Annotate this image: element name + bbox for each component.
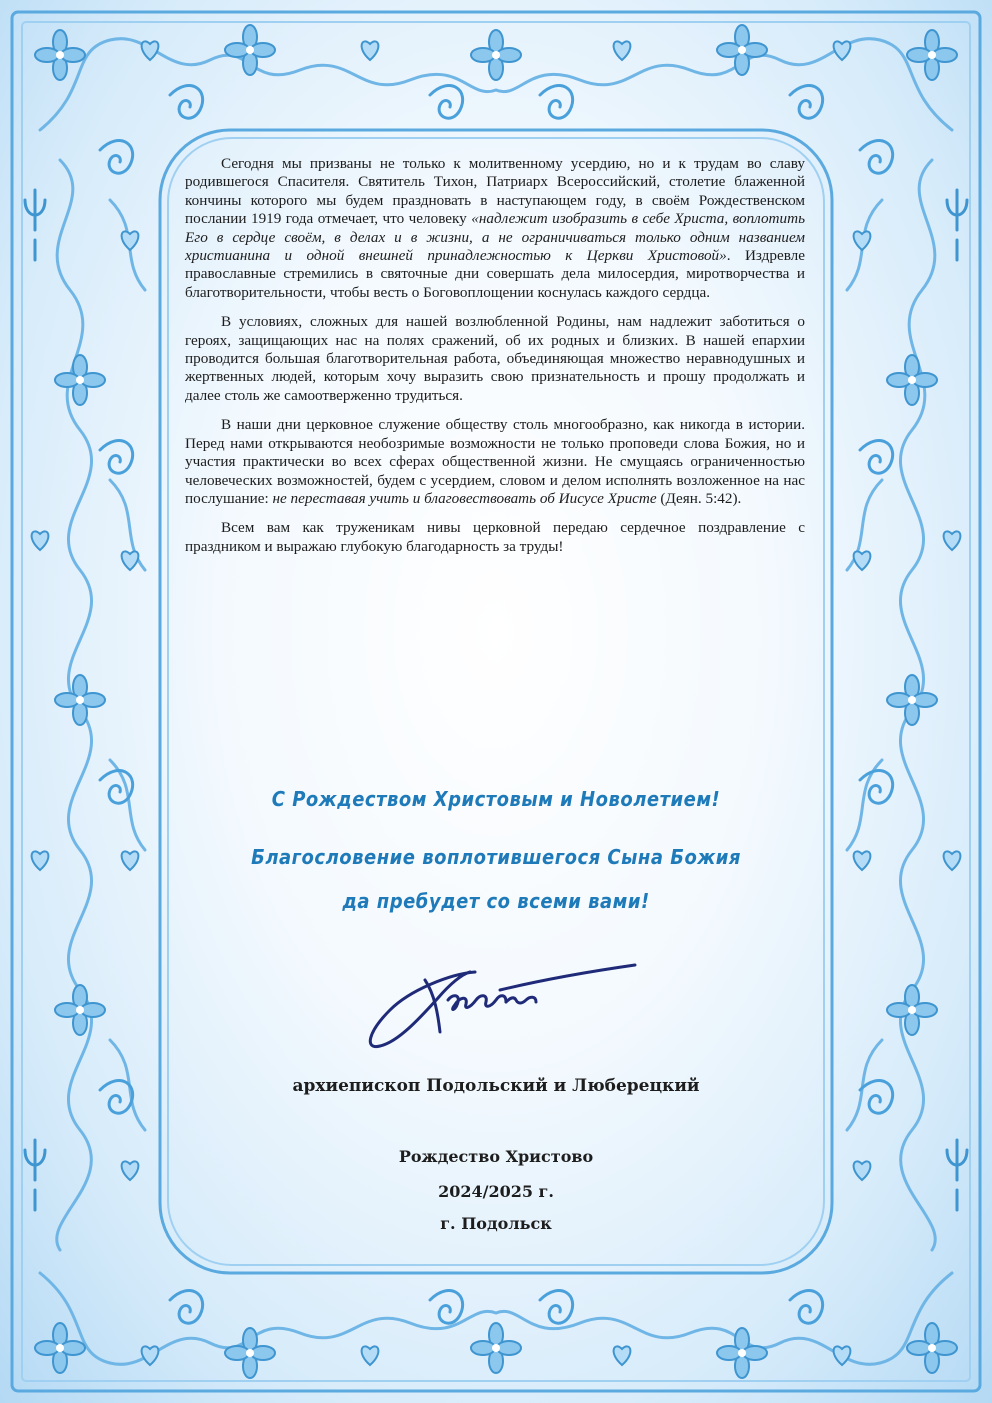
greeting-line-2: Благословение воплотившегося Сына Божия <box>251 845 741 869</box>
paragraph-2: В условиях, сложных для нашей возлюбленной Родины, нам надлежит заботиться о героях, защищающих нас на полях сражений, об их родных и близких. В нашей епархии проводится большая благотворительная работа, объединяющая множество неравнодушных и жертвенных людей, которым хочу выразить свою признательность и прошу продолжать и далее столь же самоотверженно трудиться. <box>185 313 805 404</box>
letter-body <box>185 155 805 567</box>
paragraph-4: Всем вам как труженикам нивы церковной передаю сердечное поздравление с праздником и выражаю глубокую благодарность за труды! <box>185 519 805 555</box>
patriarch-quote: «надлежит изобразить в себе Христа, воплотить Его в сердце своём, в делах и в жизни, а не ограничиваться только одним названием христианина и одной внешней принадлежностью к Церкви Христовой» <box>185 210 806 265</box>
signatory-title: архиепископ Подольский и Люберецкий <box>292 1076 700 1096</box>
greeting-line-1: С Рождеством Христовым и Новолетием! <box>271 787 721 811</box>
scripture-quote: не переставая учить и благовествовать об Иисусе Христе <box>272 489 657 507</box>
occasion-line: Рождество Христово <box>398 1147 594 1166</box>
paragraph-1: Сегодня мы призваны не только к молитвенному усердию, но и к трудам во славу родившегося Спасителя. Святитель Тихон, Патриарх Всероссийский, столетие блаженной кончины которого мы будем праздновать в наступающем году, в своём Рождественском послании 1919 года отмечает, что человеку «надлежит изобразить в себе Христа, воплотить Его в сердце своём, в делах и в жизни, а не ограничиваться только одним названием христианина и одной внешней принадлежностью к Церкви Христовой». Издревле православные стремились в святочные дни совершать дела милосердия, миротворчества и благотворительности, чтобы весть о Боговоплощении коснулась каждого сердца. <box>185 155 806 301</box>
year-line: 2024/2025 г. <box>438 1182 554 1201</box>
place-line: г. Подольск <box>440 1214 552 1233</box>
handwritten-signature <box>350 960 650 1060</box>
paragraph-3: В наши дни церковное служение обществу столь многообразно, как никогда в истории. Перед нами открываются необозримые возможности не только проповеди слова Божия, но и участия практически во всех сферах общественной жизни. Не смущаясь ограниченностью человеческих возможностей, будем с усердием, словом и делом исполнять возложенное на нас послушание: не переставая учить и благовествовать об Иисусе Христе (Деян. 5:42). <box>185 416 805 507</box>
greeting-line-3: да пребудет со всеми вами! <box>342 889 650 913</box>
